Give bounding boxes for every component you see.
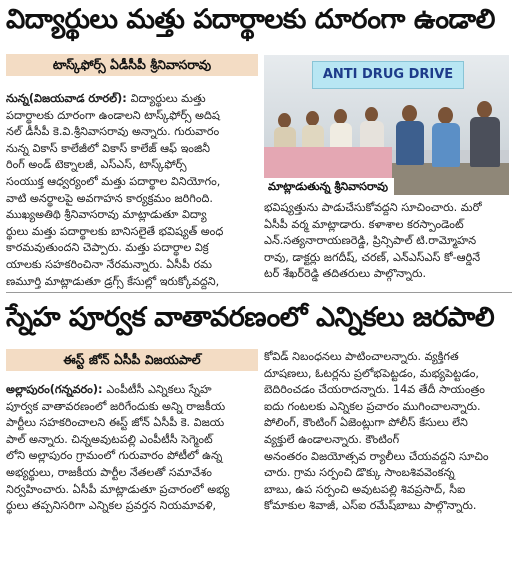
article1-left-line: రింగ్ అండ్ టెక్నాలజీ, ఎస్ఎస్, టాస్క్‌ఫోర్స్ — [6, 158, 187, 172]
article1-left-line: పదార్థాలకు దూరంగా ఉండాలని టాస్క్‌ఫోర్స్ అదిష — [6, 108, 220, 122]
headline-drugs: విద్యార్థులు మత్తు పదార్థాలకు దూరంగా ఉండాలి — [6, 4, 495, 35]
article1-left-line: నున్న వికాస్ కాలేజీలో వికాస్ కాలేజ్ ఆఫ్ ఇంజినీ — [6, 141, 210, 155]
article1-right-line: భవిష్యత్తును పాడుచేసుకోవద్దని సూచించారు. మరో — [264, 201, 482, 214]
article2-left-column — [6, 382, 258, 515]
article2-right-line: చారు. గ్రామ సర్పంచి డొక్కు సాంబశివవెంకన్న — [264, 466, 455, 480]
article2-left-line: నిర్వహించారు. ఏసీపీ మాట్లాడుతూ ప్రచారంలో అభ్య — [6, 482, 230, 496]
article1-left-column — [6, 91, 258, 290]
article1-left-line: నల్ డీసీపీ కె.వి.శ్రీనివాసరావు అన్నారు. గురువారం — [6, 125, 220, 139]
article1-left-line — [6, 91, 258, 108]
article2-left-line: లోని అల్లాపురం గ్రామంలో గురువారం పోటీలో ఉన్న — [6, 449, 223, 463]
photo-floor — [392, 163, 509, 195]
body-text: ఎంపీటీసీ ఎన్నికలు స్నేహ — [106, 383, 212, 396]
article1-left-line: యాలకు సహకరించినా నేరమన్నారు. ఏసీపీ రమ — [6, 257, 213, 271]
article2-left-line — [6, 382, 258, 399]
article2-left-line: పాల్ అన్నారు. చిన్నఅవుటపల్లి ఎంపీటీసీ సెగ్మెంట్ — [6, 432, 213, 446]
article2-left-line: ర్థులు తప్పనిసరిగా ఎన్నికల ప్రవర్తన నియమావళి, — [6, 499, 217, 513]
event-photo — [264, 55, 509, 195]
article1-left-line: ముఖ్యఅతిథి శ్రీనివాసరావు మాట్లాడుతూ విద్యా — [6, 208, 207, 222]
article-divider — [6, 292, 512, 293]
article1-right-column — [264, 200, 510, 283]
article2-right-line: ఐదు గంటలకు ఎన్నికల ప్రచారం ముగించాలన్నారు. — [264, 399, 481, 413]
byline-taskforce: టాస్క్‌ఫోర్స్ ఏడీసీపీ శ్రీనివాసరావు — [6, 54, 258, 76]
article1-left-line: వాటి అనర్థాలపై అవగాహన కార్యక్రమం జరిగింది. — [6, 191, 213, 205]
dateline: అల్లాపురం(గన్నవరం): — [6, 383, 107, 396]
article1-left-line: కారమవుతుందని చెప్పారు. మత్తు పదార్థాల విక్ర — [6, 241, 209, 255]
article2-left-line: అభ్యర్థులు, రాజకీయ పార్టీల నేతలతో సమావేశం — [6, 465, 212, 479]
article1-left-line: సంయుక్త ఆధ్వర్యంలో మత్తు పదార్థాల వినియోగం, — [6, 174, 221, 188]
article2-right-line: అనంతరం విజయోత్సవ ర్యాలీలు చేయవద్దని సూచిం — [264, 449, 489, 463]
photo-caption: మాట్లాడుతున్న శ్రీనివాసరావు — [264, 178, 394, 195]
dateline: నున్న(విజయవాడ రూరల్‌): — [6, 92, 131, 105]
article2-right-column — [264, 349, 510, 515]
article2-right-line: కోవిడ్ నిబంధనలు పాటించాలన్నారు. వ్యక్తిగత — [264, 350, 459, 363]
headline-elections: స్నేహ పూర్వక వాతావరణంలో ఎన్నికలు జరపాలి — [6, 302, 495, 333]
article1-right-line: ఎన్.సత్యనారాయణరెడ్డి, ప్రిన్సిపాల్ టి.రామ్మోహన — [264, 234, 477, 248]
article2-left-line: పూర్వక వాతావరణంలో జరిగేందుకు అన్ని రాజకీయ — [6, 399, 226, 413]
article1-right-line: టర్ శేఖర్‌రెడ్డి తదితరులు పాల్గొన్నారు. — [264, 267, 427, 281]
body-text: విద్యార్థులు మత్తు — [130, 92, 206, 105]
article2-right-line: వ్యక్తులే ఉండాలన్నారు. కౌంటింగ్ — [264, 432, 400, 446]
banner-text: ANTI DRUG DRIVE — [322, 67, 454, 82]
byline-acp: ఈస్ట్ జోన్ ఏసీపీ విజయపాల్ — [6, 349, 258, 371]
article1-right-line: ఏసీపీ వర్మ మాట్లాడారు. కళాశాల కరస్పాండెంట్ — [264, 217, 464, 231]
article2-right-line: బాబు, ఉప సర్పంచి అవుటపల్లి శివప్రసాద్, సీఐ — [264, 482, 466, 496]
article1-left-line: ర్థులు మత్తు పదార్థాలకు బానిసలైతే భవిష్యత్ అంధ — [6, 224, 224, 238]
article2-right-line: కోమాకుల శివాజీ, ఎస్ఐ రమేష్‌బాబు పాల్గొన్నారు. — [264, 499, 477, 513]
article2-right-line: బెదిరించడం చేయరాదన్నారు. 14వ తేదీ సాయంత్రం — [264, 383, 485, 397]
article1-right-line: రావు, డాక్టర్లు జగదీష్, చరణ్, ఎన్ఎస్ఎస్ కో-ఆర్డినే — [264, 250, 481, 264]
article2-right-line: పోలింగ్, కౌంటింగ్ ఏజెంట్లుగా పోలీస్ కేసులు లేని — [264, 416, 468, 430]
article2-left-line: పార్టీలు సహకరించాలని ఈస్ట్ జోన్ ఏసీపీ కె. విజయ — [6, 416, 225, 430]
article2-right-line: దూషణలు, ఓటర్లను ప్రలోభపెట్టడం, మభ్యపెట్టడం, — [264, 366, 479, 380]
photo-banner — [312, 61, 464, 89]
article1-left-line: ణమూర్తి మాట్లాడుతూ డ్రగ్స్ కేసుల్లో ఇరుక్కోవద్దని, — [6, 274, 220, 288]
